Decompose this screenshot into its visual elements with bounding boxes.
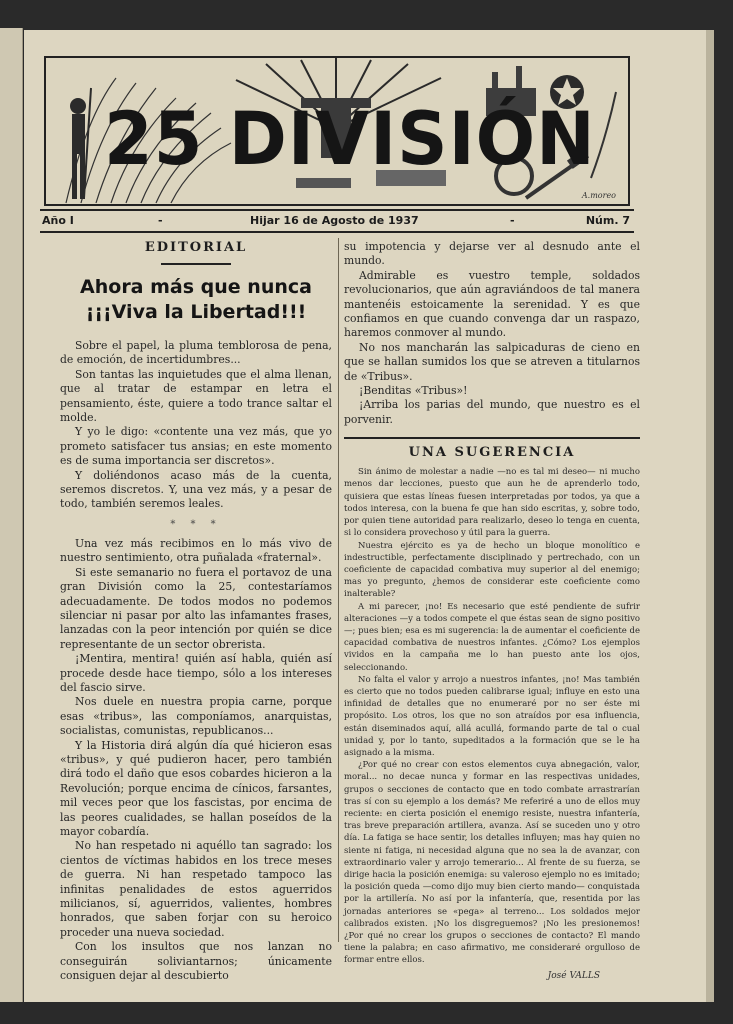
paragraph: Sin ánimo de molestar a nadie —no es tal mi deseo— ni mucho menos dar lecciones, puesto que aun he de aprenderlo todo, quisiera que estas líneas fuesen interpretadas por todos, ya que a todos interesa, con la buena fe que han sido escritas, y, sobre todo, por quien tiene autoridad para realizarlo, deseo lo tenga en cuenta, si lo considera provechoso y útil para la guerra. xyxy=(344,467,640,539)
issue-number: Núm. 7 xyxy=(585,214,630,227)
paragraph: No han respetado ni aquéllo tan sagrado: los cientos de víctimas habidos en los trece meses de guerra. Ni han respetado tampoco las infinitas penalidades de estos aguerridos milicianos, sí, aguerridos, valientes, hombres honrados, que saben forjar con su heroico proceder una nueva sociedad. xyxy=(60,839,332,939)
headline-line: Ahora más que nunca xyxy=(80,276,312,298)
separator: - xyxy=(510,214,515,227)
paragraph: ¡Arriba los parias del mundo, que nuestro es el porvenir. xyxy=(344,398,640,426)
article-author: José VALLS xyxy=(547,970,600,981)
paragraph: Nos duele en nuestra propia carne, porque esas «tribus», las componíamos, anarquistas, socialistas, comunistas, republicanos... xyxy=(60,695,332,738)
paragraph: ¡Mentira, mentira! quién así habla, quién así procede desde hace tiempo, sólo a los intereses del fascio sirve. xyxy=(60,652,332,694)
masthead xyxy=(44,56,630,206)
column-divider xyxy=(338,238,339,942)
adjacent-page-edge xyxy=(0,28,23,1002)
dateline: Hijar 16 de Agosto de 1937 xyxy=(250,214,419,227)
paragraph: Con los insultos que nos lanzan no conseguirán soliviantarnos; únicamente consiguen dejar al descubierto xyxy=(60,940,332,983)
headline-line: ¡¡¡Viva la Libertad!!! xyxy=(85,301,307,323)
soldier-figure xyxy=(70,88,91,199)
paragraph: Nuestra ejército es ya de hecho un bloque monolítico e indestructible, perfectamente disciplinado y pertrechado, con un coeficiente de capacidad combativa muy superior al del enemigo; mas yo pregunto, ¿hemos de considerar este coeficiente como inalterable? xyxy=(344,540,640,600)
section-rule xyxy=(344,437,640,439)
separator: - xyxy=(158,214,163,227)
sugerencia-title: UNA SUGERENCIA xyxy=(408,445,576,461)
paragraph: Una vez más recibimos en lo más vivo de nuestro sentimiento, otra puñalada «fraternal». xyxy=(60,536,332,565)
paragraph: Y yo le digo: «contente una vez más, que yo prometo satisfacer tus ansias; en este momento es de suma importancia ser discretos». xyxy=(60,425,332,468)
editorial-headline xyxy=(60,275,332,325)
paragraph: Sobre el papel, la pluma temblorosa de pena, de emoción, de incertidumbres... xyxy=(60,339,332,367)
section-separator: * * * xyxy=(170,518,222,530)
paragraph: su impotencia y dejarse ver al desnudo ante el mundo. xyxy=(344,240,640,268)
paragraph: Y doliéndonos acaso más de la cuenta, seremos discretos. Y, una vez más, y a pesar de todo, también seremos leales. xyxy=(60,468,332,511)
paragraph: No nos mancharán las salpicaduras de cieno en que se hallan sumidos los que se atreven a titularnos de «Tribus». xyxy=(344,340,640,383)
paragraph: No falta el valor y arrojo a nuestros infantes, ¡no! Mas también es cierto que no todos pueden calibrarse igual; influye en esto una infinidad de detalles que no enumeraré por no ser éste mi propósito. Los otros, los que no son atraídos por esa influencia, están diseminados aquí, allá acullá, formando parte de tal o cual unidad y, por lo tanto, supeditados a la formación que se le ha asignado a la misma. xyxy=(344,674,640,758)
paragraph: ¿Por qué no crear con estos elementos cuya abnegación, valor, moral... no decae nunca y formar en las respectivas unidades, grupos o secciones de contacto que en todo combate arrastrarían tras sí con su ejemplo a los demás? Me referiré a uno de ellos muy reciente: en cierta posición el enemigo resiste, nuestra infantería, tras breve preparación artillera, avanza. Así se suceden uno y otro día. La fatiga se hace sentir, los detalles influyen; mas hay quien no siente ni fatiga, ni necesidad alguna que no sea la de avanzar, con extraordinario valer y arrojo temerario... Al frente de su fuerza, se dirige hacia la posición enemiga: su valeroso ejemplo no es imitado; la posición queda —como dijo muy bien cierto mando— conquistada por la artillería. No así por la infantería, que, resentida por las jornadas anteriores se «pega» al terreno... Los soldados mejor calibrados existen. ¡No los disgreguemos? ¡No les presionemos! ¿Por qué no crear los grupos o secciones de contacto? El mando tiene la palabra; en caso afirmativo, me consideraré orgulloso de formar entre ellos. xyxy=(344,760,640,966)
title-rule xyxy=(161,263,231,265)
paragraph: Y la Historia dirá algún día qué hicieron esas «tribus», y qué pudieron hacer, pero también dirá todo el daño que esos cobardes hicieron a la Revolución; porque encima de cínicos, farsantes, mil veces peor que los fascistas, por encima de las peores cualidades, se hallan poseídos de la mayor cobardía. xyxy=(60,738,332,838)
year-label: Año I xyxy=(42,214,74,227)
paragraph: Si este semanario no fuera el portavoz de una gran División como la 25, contestaríamos adecuadamente. De todos modos no podemos silenciar ni pasar por alto las infamantes frases, lanzadas con la peor intención por quién se dice representante de un sector obrerista. xyxy=(60,565,332,651)
paragraph: Admirable es vuestro temple, soldados revolucionarios, que aún agraviándoos de tal manera mantenéis estoicamente la serenidad. Y es que confiamos en que cuando convenga dar un raspazo, haremos conmover al mundo. xyxy=(344,268,640,340)
paragraph: A mi parecer, ¡no! Es necesario que esté pendiente de sufrir alteraciones —y a todos compete el que éstas sean de signo positivo—; pues bien; esa es mi sugerencia: la de aumentar el coeficiente de capacidad combativa de nuestros infantes. ¿Cómo? Los ejemplos vividos en la campaña me lo han puesto ante los ojos, seleccionando. xyxy=(344,601,640,673)
right-column xyxy=(344,240,640,981)
paragraph: ¡Benditas «Tribus»! xyxy=(359,384,468,398)
issue-info-bar xyxy=(40,209,634,233)
artist-signature: A.moreo xyxy=(581,191,616,200)
masthead-title: 25 DIVISIÓN xyxy=(104,95,596,183)
editorial-column xyxy=(60,240,332,983)
page-right-edge xyxy=(706,30,714,1002)
paragraph: Son tantas las inquietudes que el alma llenan, que al tratar de estampar en letra el pensamiento, éste, quiere a todo trance saltar el molde. xyxy=(60,367,332,425)
editorial-section-title: EDITORIAL xyxy=(144,240,248,255)
